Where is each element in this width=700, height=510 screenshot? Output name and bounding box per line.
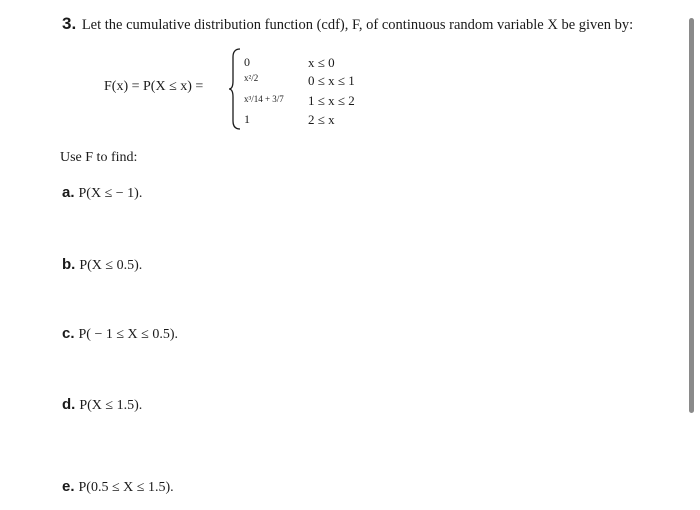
part-letter: e. [62,478,75,495]
left-brace [228,48,242,130]
part-text: P(X ≤ 0.5). [79,258,143,273]
part-d [62,396,142,414]
part-text: P(X ≤ 1.5). [79,398,143,413]
scrollbar-thumb[interactable] [689,18,694,413]
part-text: P(X ≤ − 1). [78,186,143,201]
part-letter: b. [62,256,76,273]
instructions: Use F to find: [60,150,138,165]
formula-lhs: F(x) = P(X ≤ x) = [104,79,204,94]
part-text: P( − 1 ≤ X ≤ 0.5). [78,327,178,342]
part-letter: a. [62,184,75,201]
case-expr-1: 0 [244,55,250,69]
part-letter: c. [62,325,75,342]
case-cond-1: x ≤ 0 [308,55,335,70]
part-a [62,184,142,202]
problem-statement: Let the cumulative distribution function (cdf), F, of continuous random variable X be given by: [81,17,634,33]
case-cond-2: 0 ≤ x ≤ 1 [308,73,355,88]
part-text: P(0.5 ≤ X ≤ 1.5). [78,480,174,495]
part-c [62,325,178,343]
case-expr-2: x²/2 [244,73,259,83]
problem-number: 3. [62,14,77,33]
part-letter: d. [62,396,76,413]
case-expr-4: 1 [244,112,250,126]
part-e [62,478,174,496]
case-cond-4: 2 ≤ x [308,112,335,127]
problem-header [62,14,633,34]
case-expr-3: x³/14 + 3/7 [244,94,284,104]
case-cond-3: 1 ≤ x ≤ 2 [308,93,355,108]
part-b [62,256,142,274]
